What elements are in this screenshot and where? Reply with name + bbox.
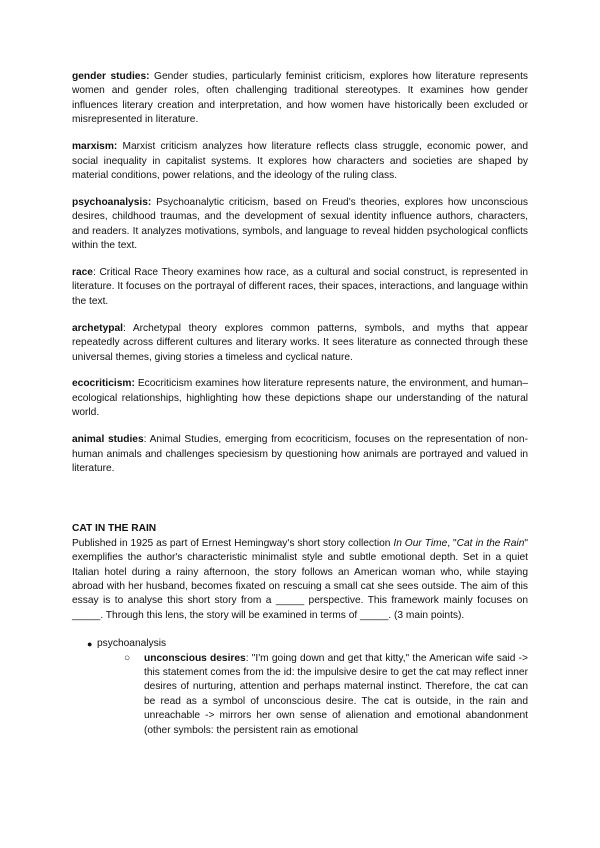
entry-archetypal (72, 322, 528, 365)
entry-text: : Archetypal theory explores common patterns, symbols, and myths that appear repeatedly across different cultures and literary works. It sees literature as connected through these universal themes, giving stories a timeless and cyclical nature. (72, 322, 528, 363)
section-intro (72, 537, 528, 623)
sub-bullet-icon: ○ (124, 652, 131, 664)
bullet-label: psychoanalysis (97, 638, 167, 650)
entry-term: gender studies: (72, 71, 150, 82)
entry-ecocriticism (72, 377, 528, 420)
entry-race (72, 266, 528, 309)
document-body (72, 70, 528, 738)
sub-list (97, 652, 528, 738)
collection-title: In Our Time (393, 537, 448, 549)
entry-term: marxism: (72, 141, 118, 153)
entry-text: Gender studies, particularly feminist criticism, explores how literature represents women and gender roles, often challenging traditional stereotypes. It examines how gender influences literary creation and interpretation, and how women have historically been excluded or misrepresented in literature. (72, 71, 528, 126)
entry-marxism (72, 140, 528, 183)
sub-item-term: unconscious desires (144, 652, 246, 664)
sub-list-item (97, 652, 528, 738)
entry-psychoanalysis (72, 196, 528, 254)
intro-text-a: Published in 1925 as part of Ernest Hemingway's short story collection (72, 537, 394, 549)
section-title: CAT IN THE RAIN (72, 523, 157, 535)
entry-term: psychoanalysis: (72, 196, 152, 208)
intro-text-b: , " (447, 537, 457, 549)
sub-item-text: : "I'm going down and get that kitty," the American wife said -> this statement comes from the id: the impulsive desire to get the cat may reflect inner desires of nurturing, attention and perhaps maternal instinct. Therefore, the cat can be read as a symbol of unconscious desire. The cat is outside, in the rain and unreachable -> mirrors her own sense of alienation and emotional abandonment (other symbols: the persistent rain as emotional (144, 652, 529, 736)
intro-text-c: " exemplifies the author's characteristic minimalist style and subtle emotional depth. Set in a quiet Italian hotel during a rainy afternoon, the story follows an American woman who, while staying abroad with her husband, becomes fixated on rescuing a small cat she sees outside. The aim of this essay is to analyse this short story from a _____ perspective. This framework mainly focuses on _____. Through this lens, the story will be examined in terms of _____. (3 main points). (72, 537, 528, 621)
story-title: Cat in the Rain (456, 537, 525, 549)
entry-text: Marxist criticism analyzes how literature reflects class struggle, economic power, and social inequality in capitalist systems. It explores how characters and societies are shaped by material conditions, power relations, and the ideology of the ruling class. (72, 141, 528, 181)
entry-text: : Animal Studies, emerging from ecocriticism, focuses on the representation of non-human animals and challenges speciesism by questioning how animals are portrayed and valued in literature. (72, 434, 528, 474)
list-item (72, 637, 528, 738)
entry-text: : Critical Race Theory examines how race, as a cultural and social construct, is represented in literature. It focuses on the portrayal of different races, their spaces, interactions, and language within the text. (72, 266, 528, 307)
entry-term: animal studies (72, 434, 144, 446)
entry-animal-studies (72, 433, 528, 476)
entry-text: Psychoanalytic criticism, based on Freud's theories, explores how unconscious desires, childhood traumas, and the development of sexual identity influence authors, characters, and readers. It analyzes motivations, symbols, and language to reveal hidden psychological conflicts within the text. (72, 196, 528, 252)
entry-text: Ecocriticism examines how literature represents nature, the environment, and human–ecological relationships, highlighting how these depictions shape our understanding of the natural world. (72, 378, 528, 419)
entry-term: race (72, 266, 93, 278)
bullet-list (72, 637, 528, 738)
entry-term: ecocriticism: (72, 378, 135, 390)
entry-term: archetypal (72, 322, 123, 334)
entry-gender-studies (72, 70, 528, 128)
bullet-icon: ● (87, 639, 93, 650)
